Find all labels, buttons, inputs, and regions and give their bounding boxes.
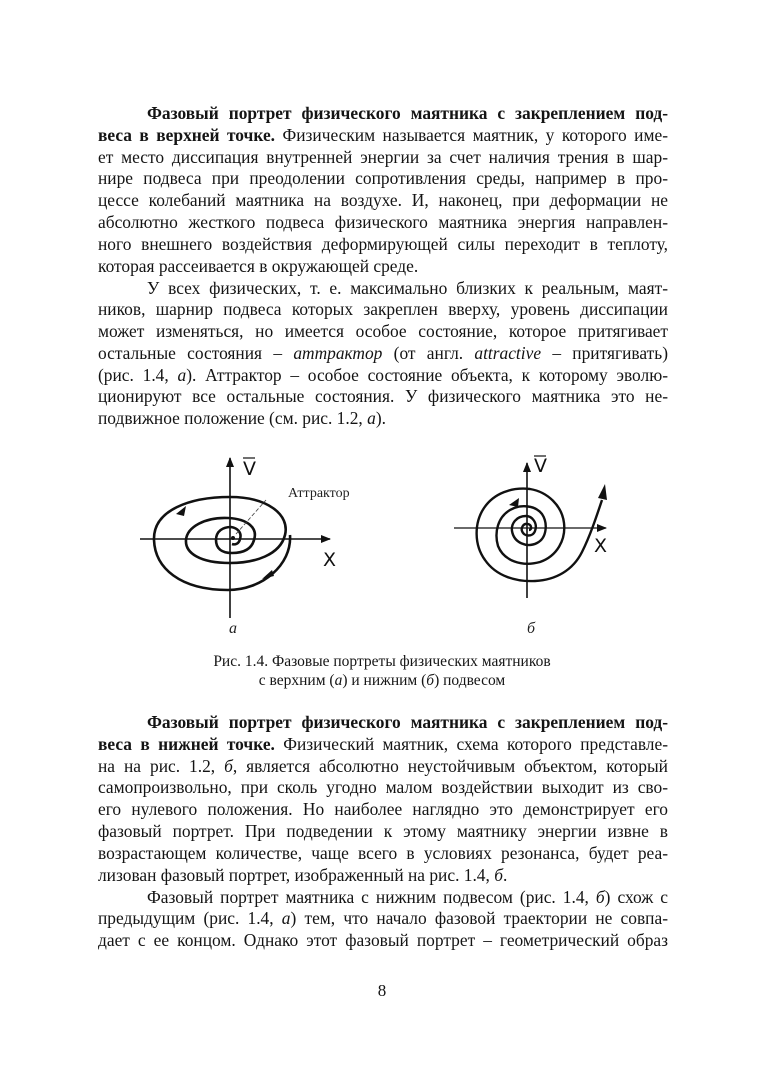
- attractor-leader-line: [236, 500, 266, 534]
- axis-label-v: V: [534, 455, 547, 477]
- text: , является абсолютно неустойчивым объектом, который: [232, 755, 668, 776]
- bold-heading: Фазовый портрет физического маятника с закреплением под-: [147, 712, 668, 732]
- text: остальные состояния –: [98, 342, 294, 363]
- text-line: ного внешнего воздействия деформирующей силы переходит в теплоту,: [98, 233, 668, 254]
- caption-line: [0, 671, 764, 690]
- text-line: [98, 408, 668, 430]
- text-line: [98, 365, 668, 387]
- text: Физический маятник, схема которого представле-: [274, 733, 668, 754]
- text-line: ет место диссипация внутренней энергии за счет наличия трения в шар-: [98, 146, 668, 167]
- text: лизован фазовый портрет, изображенный на рис. 1.4,: [98, 864, 495, 885]
- text-line: цессе колебаний маятника на воздухе. И, наконец, при деформации не: [98, 190, 668, 211]
- figure-caption: [0, 652, 764, 690]
- italic-term: аттрактор: [293, 342, 383, 363]
- text: (рис. 1.4,: [98, 364, 178, 385]
- text: подвижное положение (см. рис. 1.2,: [98, 408, 368, 429]
- text-line: возрастающем количестве, чаще всего в условиях резонанса, будет реа-: [98, 842, 668, 863]
- text-line: [98, 887, 668, 909]
- caption-line: Рис. 1.4. Фазовые портреты физических маятников: [213, 653, 551, 670]
- text: (от англ.: [382, 342, 475, 363]
- text: ) подвесом: [434, 672, 506, 689]
- page-number: 8: [377, 981, 387, 1000]
- text-line: У всех физических, т. е. максимально близких к реальным, маят-: [147, 277, 668, 298]
- text-line: может изменяться, но имеется особое состояние, которое притягивает: [98, 321, 668, 342]
- italic-term: attractive: [474, 342, 542, 363]
- text: Фазовый портрет маятника с нижним подвесом (рис. 1.4,: [147, 886, 596, 907]
- phase-portrait-lower-suspension: [454, 455, 607, 598]
- italic-ref: а: [177, 364, 187, 385]
- paragraph-lower-suspension: [98, 712, 668, 886]
- text: ) схож с: [604, 886, 668, 907]
- direction-arrow: [509, 498, 519, 507]
- text-line: самопроизвольно, при сколь угодно малом воздействии выходит из сво-: [98, 777, 668, 798]
- axis-label-v: V: [243, 458, 256, 480]
- axis-label-x: X: [323, 549, 337, 571]
- text-line: [98, 865, 668, 887]
- text: .: [502, 864, 508, 885]
- text-line: дает с ее концом. Однако этот фазовый портрет – геометрический образ: [98, 930, 668, 951]
- bold-heading: Фазовый портрет физического маятника с закреплением под-: [147, 103, 668, 123]
- text: ) тем, что начало фазовой траектории не совпа-: [290, 908, 668, 929]
- spiral-trajectory: [477, 489, 602, 581]
- paragraph-comparison: [98, 887, 668, 952]
- text: с верхним (: [258, 672, 335, 689]
- figure-sublabel-b: б: [527, 620, 536, 637]
- text: ). Аттрактор – особое состояние объекта, к которому эволю-: [186, 364, 668, 385]
- text-line: его нулевого положения. Но наиболее наглядно это демонстрирует его: [98, 799, 668, 820]
- text-line: ников, шарнир подвеса которых закреплен вверху, уровень диссипации: [98, 299, 668, 320]
- text-line: [98, 908, 668, 930]
- italic-ref: а: [367, 408, 376, 429]
- italic-ref: б: [224, 755, 233, 776]
- text: ).: [375, 408, 386, 429]
- text-line: ционируют все остальные состояния. У физического маятника это не-: [98, 386, 668, 407]
- attractor-point: [231, 536, 235, 540]
- italic-ref: б: [426, 672, 435, 689]
- attractor-label: Аттрактор: [288, 486, 350, 501]
- text-line: нире подвеса при преодолении сопротивления среды, например в про-: [98, 168, 668, 189]
- italic-ref: б: [494, 864, 503, 885]
- text: Физическим называется маятник, у которого име-: [275, 124, 668, 145]
- italic-ref: б: [595, 886, 605, 907]
- bold-heading: веса в верхней точке.: [98, 124, 276, 145]
- italic-ref: а: [334, 672, 343, 689]
- text-line: [98, 343, 668, 365]
- text-line: которая рассеивается в окружающей среде.: [98, 255, 419, 276]
- text-line: фазовый портрет. При подведении к этому маятнику энергии извне в: [98, 820, 668, 841]
- italic-ref: а: [281, 908, 291, 929]
- text-line: [98, 712, 668, 734]
- text-line: [98, 103, 668, 125]
- text: ) и нижним (: [342, 672, 427, 689]
- phase-portrait-upper-suspension: [140, 458, 350, 618]
- figure-sublabel-a: а: [229, 620, 237, 637]
- paragraph-attractor: [98, 278, 668, 431]
- text: на на рис. 1.2,: [98, 755, 225, 776]
- figure-phase-portraits: [0, 440, 764, 650]
- direction-arrow: [598, 484, 607, 500]
- axis-label-x: X: [594, 535, 608, 557]
- paragraph-upper-suspension: [98, 103, 668, 277]
- text: – притягивать): [541, 342, 668, 363]
- text-line: [98, 734, 668, 756]
- text-line: [98, 756, 668, 778]
- text: предыдущим (рис. 1.4,: [98, 908, 282, 929]
- text-line: [98, 125, 668, 147]
- bold-heading: веса в нижней точке.: [98, 733, 275, 754]
- text-line: абсолютно жесткого подвеса физического маятника энергия направлен-: [98, 211, 668, 232]
